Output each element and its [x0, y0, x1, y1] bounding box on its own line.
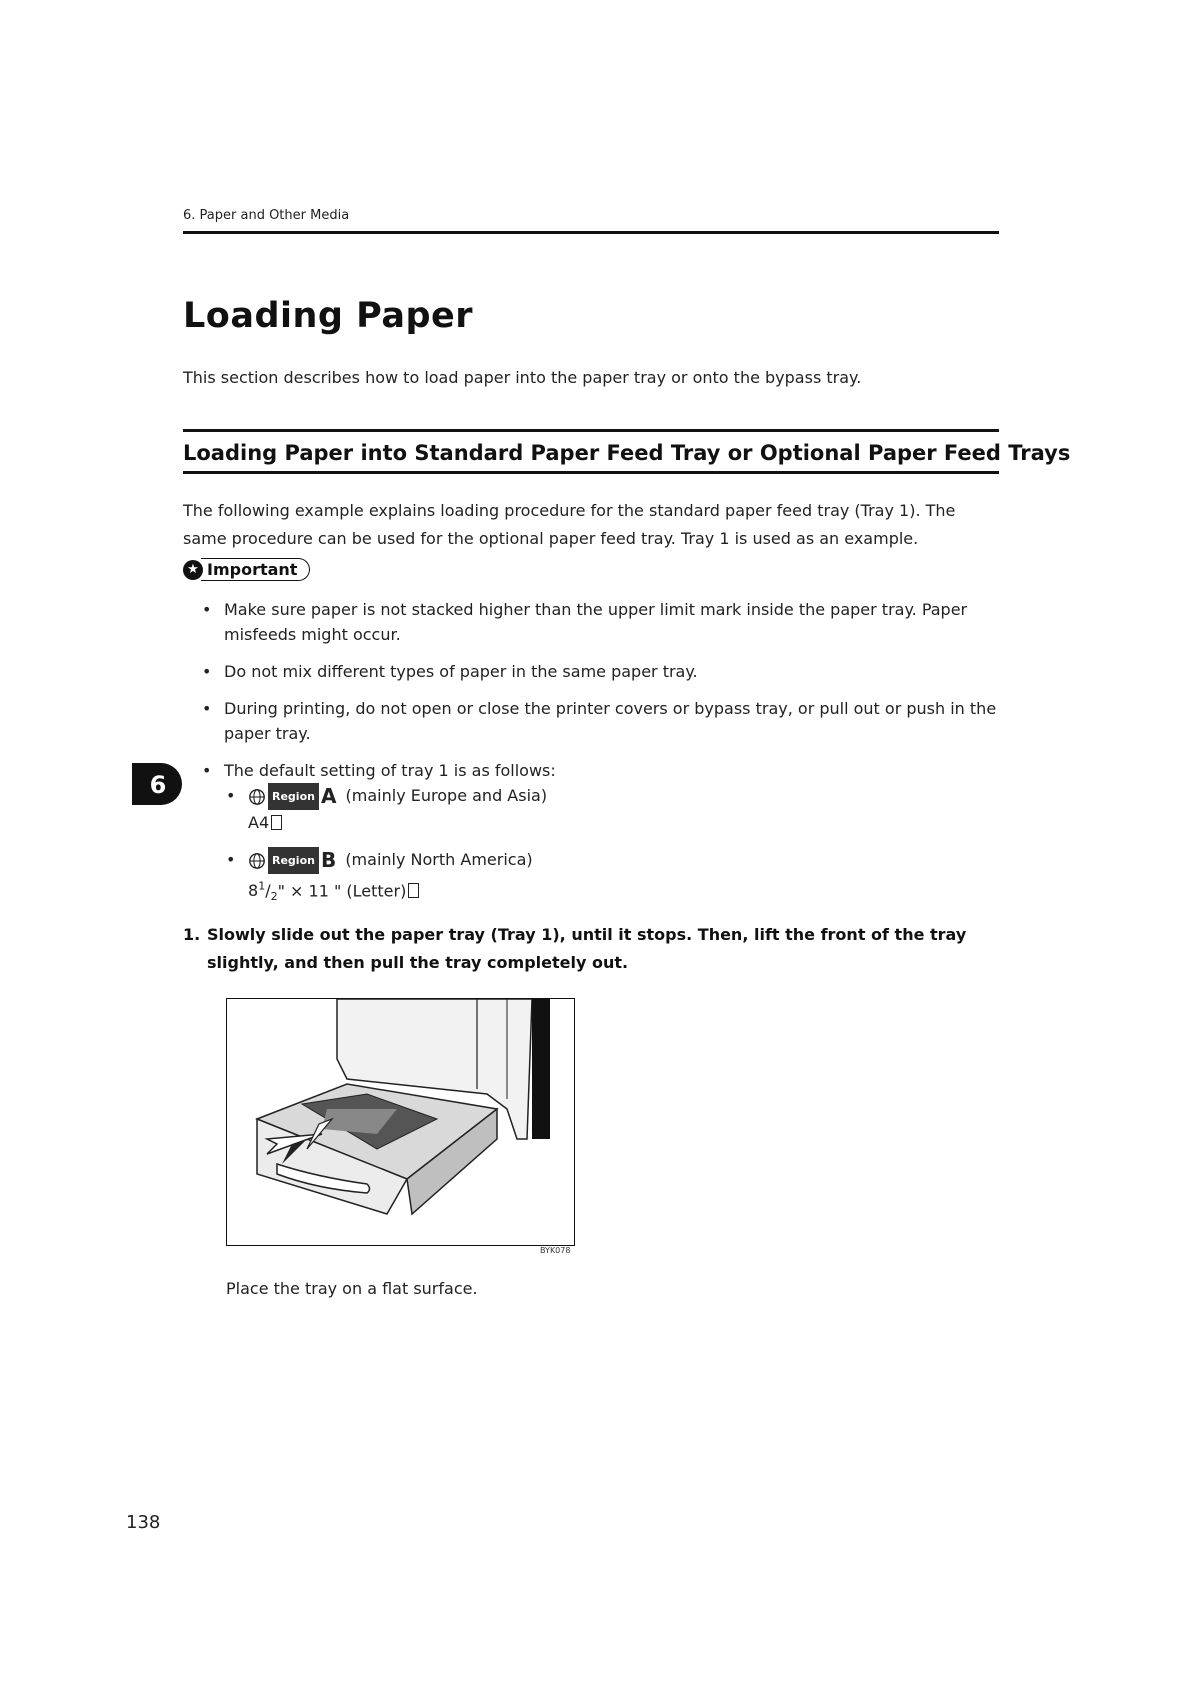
- important-icon: ★: [183, 560, 203, 580]
- important-label: Important: [201, 558, 310, 581]
- paper-orientation-icon: [271, 815, 282, 830]
- paper-size-rest: " × 11 " (Letter): [277, 881, 407, 901]
- figure-caption: Place the tray on a flat surface.: [226, 1279, 478, 1298]
- printer-tray-drawing: [227, 999, 574, 1245]
- section-title: Loading Paper into Standard Paper Feed Tray or Optional Paper Feed Trays: [183, 441, 1071, 465]
- list-item: • During printing, do not open or close the printer covers or bypass tray, or pull out or push in the paper tray.: [200, 696, 1005, 746]
- list-item: • Make sure paper is not stacked higher than the upper limit mark inside the paper tray. Paper misfeeds might occur.: [200, 597, 1005, 647]
- region-b-item: [224, 847, 1005, 910]
- region-a-item: [224, 783, 1005, 835]
- chapter-number: 6: [149, 771, 167, 799]
- paper-size: A4: [248, 813, 270, 832]
- section-paragraph: The following example explains loading procedure for the standard paper feed tray (Tray 1). The same procedure can be used for the optional paper feed tray. Tray 1 is used as an example.: [183, 501, 956, 548]
- section-rule-bottom: [183, 471, 999, 474]
- intro-text: This section describes how to load paper into the paper tray or onto the bypass tray.: [183, 368, 862, 387]
- region-desc: (mainly Europe and Asia): [345, 786, 548, 805]
- globe-icon: [248, 852, 266, 870]
- list-item: • Do not mix different types of paper in the same paper tray.: [200, 659, 1005, 684]
- region-desc: (mainly North America): [345, 850, 533, 869]
- tray-illustration: [226, 998, 575, 1246]
- list-item-text: The default setting of tray 1 is as follows:: [224, 761, 556, 780]
- page-title: Loading Paper: [183, 296, 474, 336]
- paper-size: $8^1/_2$: [248, 880, 278, 904]
- step-1: [183, 921, 1003, 977]
- running-head: 6. Paper and Other Media: [183, 208, 350, 223]
- region-tag: • Region: [268, 783, 319, 810]
- region-tag: • Region: [268, 847, 319, 874]
- page-number: 138: [126, 1512, 161, 1533]
- region-letter: B: [320, 848, 337, 872]
- paper-orientation-icon: [408, 883, 419, 898]
- globe-icon: [248, 788, 266, 806]
- list-item: [200, 758, 1005, 910]
- step-text: Slowly slide out the paper tray (Tray 1), until it stops. Then, lift the front of the tray slightly, and then pull the tray completely out.: [207, 925, 967, 972]
- section-rule-top: [183, 429, 999, 432]
- region-list: [224, 783, 1005, 910]
- important-list: [200, 597, 1005, 922]
- step-number: 1.: [183, 925, 201, 944]
- region-a-mark: [248, 783, 336, 810]
- region-letter: A: [320, 784, 337, 808]
- header-rule: [183, 231, 999, 234]
- chapter-tab: [132, 763, 182, 809]
- important-badge: [183, 558, 310, 581]
- region-b-mark: [248, 847, 336, 874]
- figure-code: BYK078: [540, 1246, 571, 1255]
